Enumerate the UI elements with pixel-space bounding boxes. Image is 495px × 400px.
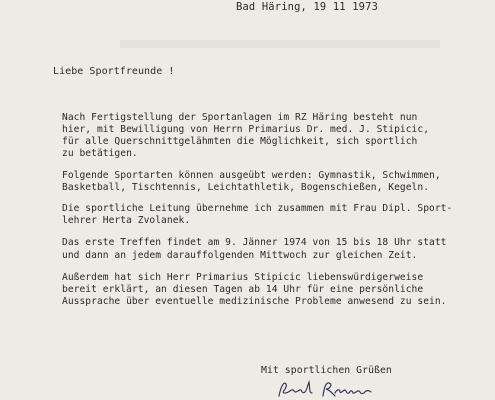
body-line: und dann an jedem darauffolgenden Mittwoch zur gleichen Zeit. (62, 250, 418, 261)
letter-date: Bad Häring, 19 11 1973 (236, 1, 379, 13)
body-line: für alle Querschnittgelähmten die Möglichkeit, sich sportlich (62, 136, 418, 147)
body-line: Das erste Treffen findet am 9. Jänner 1974 von 15 bis 18 Uhr statt (62, 237, 447, 248)
body-line: Aussprache über eventuelle medizinische Probleme anwesend zu sein. (62, 296, 447, 307)
body-line: Folgende Sportarten können ausgeübt werden: Gymnastik, Schwimmen, (62, 170, 441, 181)
body-line: Außerdem hat sich Herr Primarius Stipicic liebenswürdigerweise (62, 272, 424, 283)
letter-salutation: Liebe Sportfreunde ! (53, 66, 175, 77)
letter-closing: Mit sportlichen Grüßen (261, 365, 392, 376)
body-line: Die sportliche Leitung übernehme ich zusammen mit Frau Dipl. Sport- (62, 203, 453, 214)
handwritten-signature (275, 378, 395, 400)
body-line: hier, mit Bewilligung von Herrn Primarius Dr. med. J. Stipicic, (62, 124, 430, 135)
bleed-through-decoration (120, 40, 440, 48)
body-line: Basketball, Tischtennis, Leichtathletik, Bogenschießen, Kegeln. (62, 182, 430, 193)
signature-scribble (275, 378, 395, 400)
body-line: zu betätigen. (62, 148, 138, 159)
body-line: bereit erklärt, an diesen Tagen ab 14 Uhr für eine persönliche (62, 284, 424, 295)
body-line: lehrer Herta Zvolanek. (62, 215, 191, 226)
body-line: Nach Fertigstellung der Sportanlagen im RZ Häring besteht nun (62, 112, 418, 123)
